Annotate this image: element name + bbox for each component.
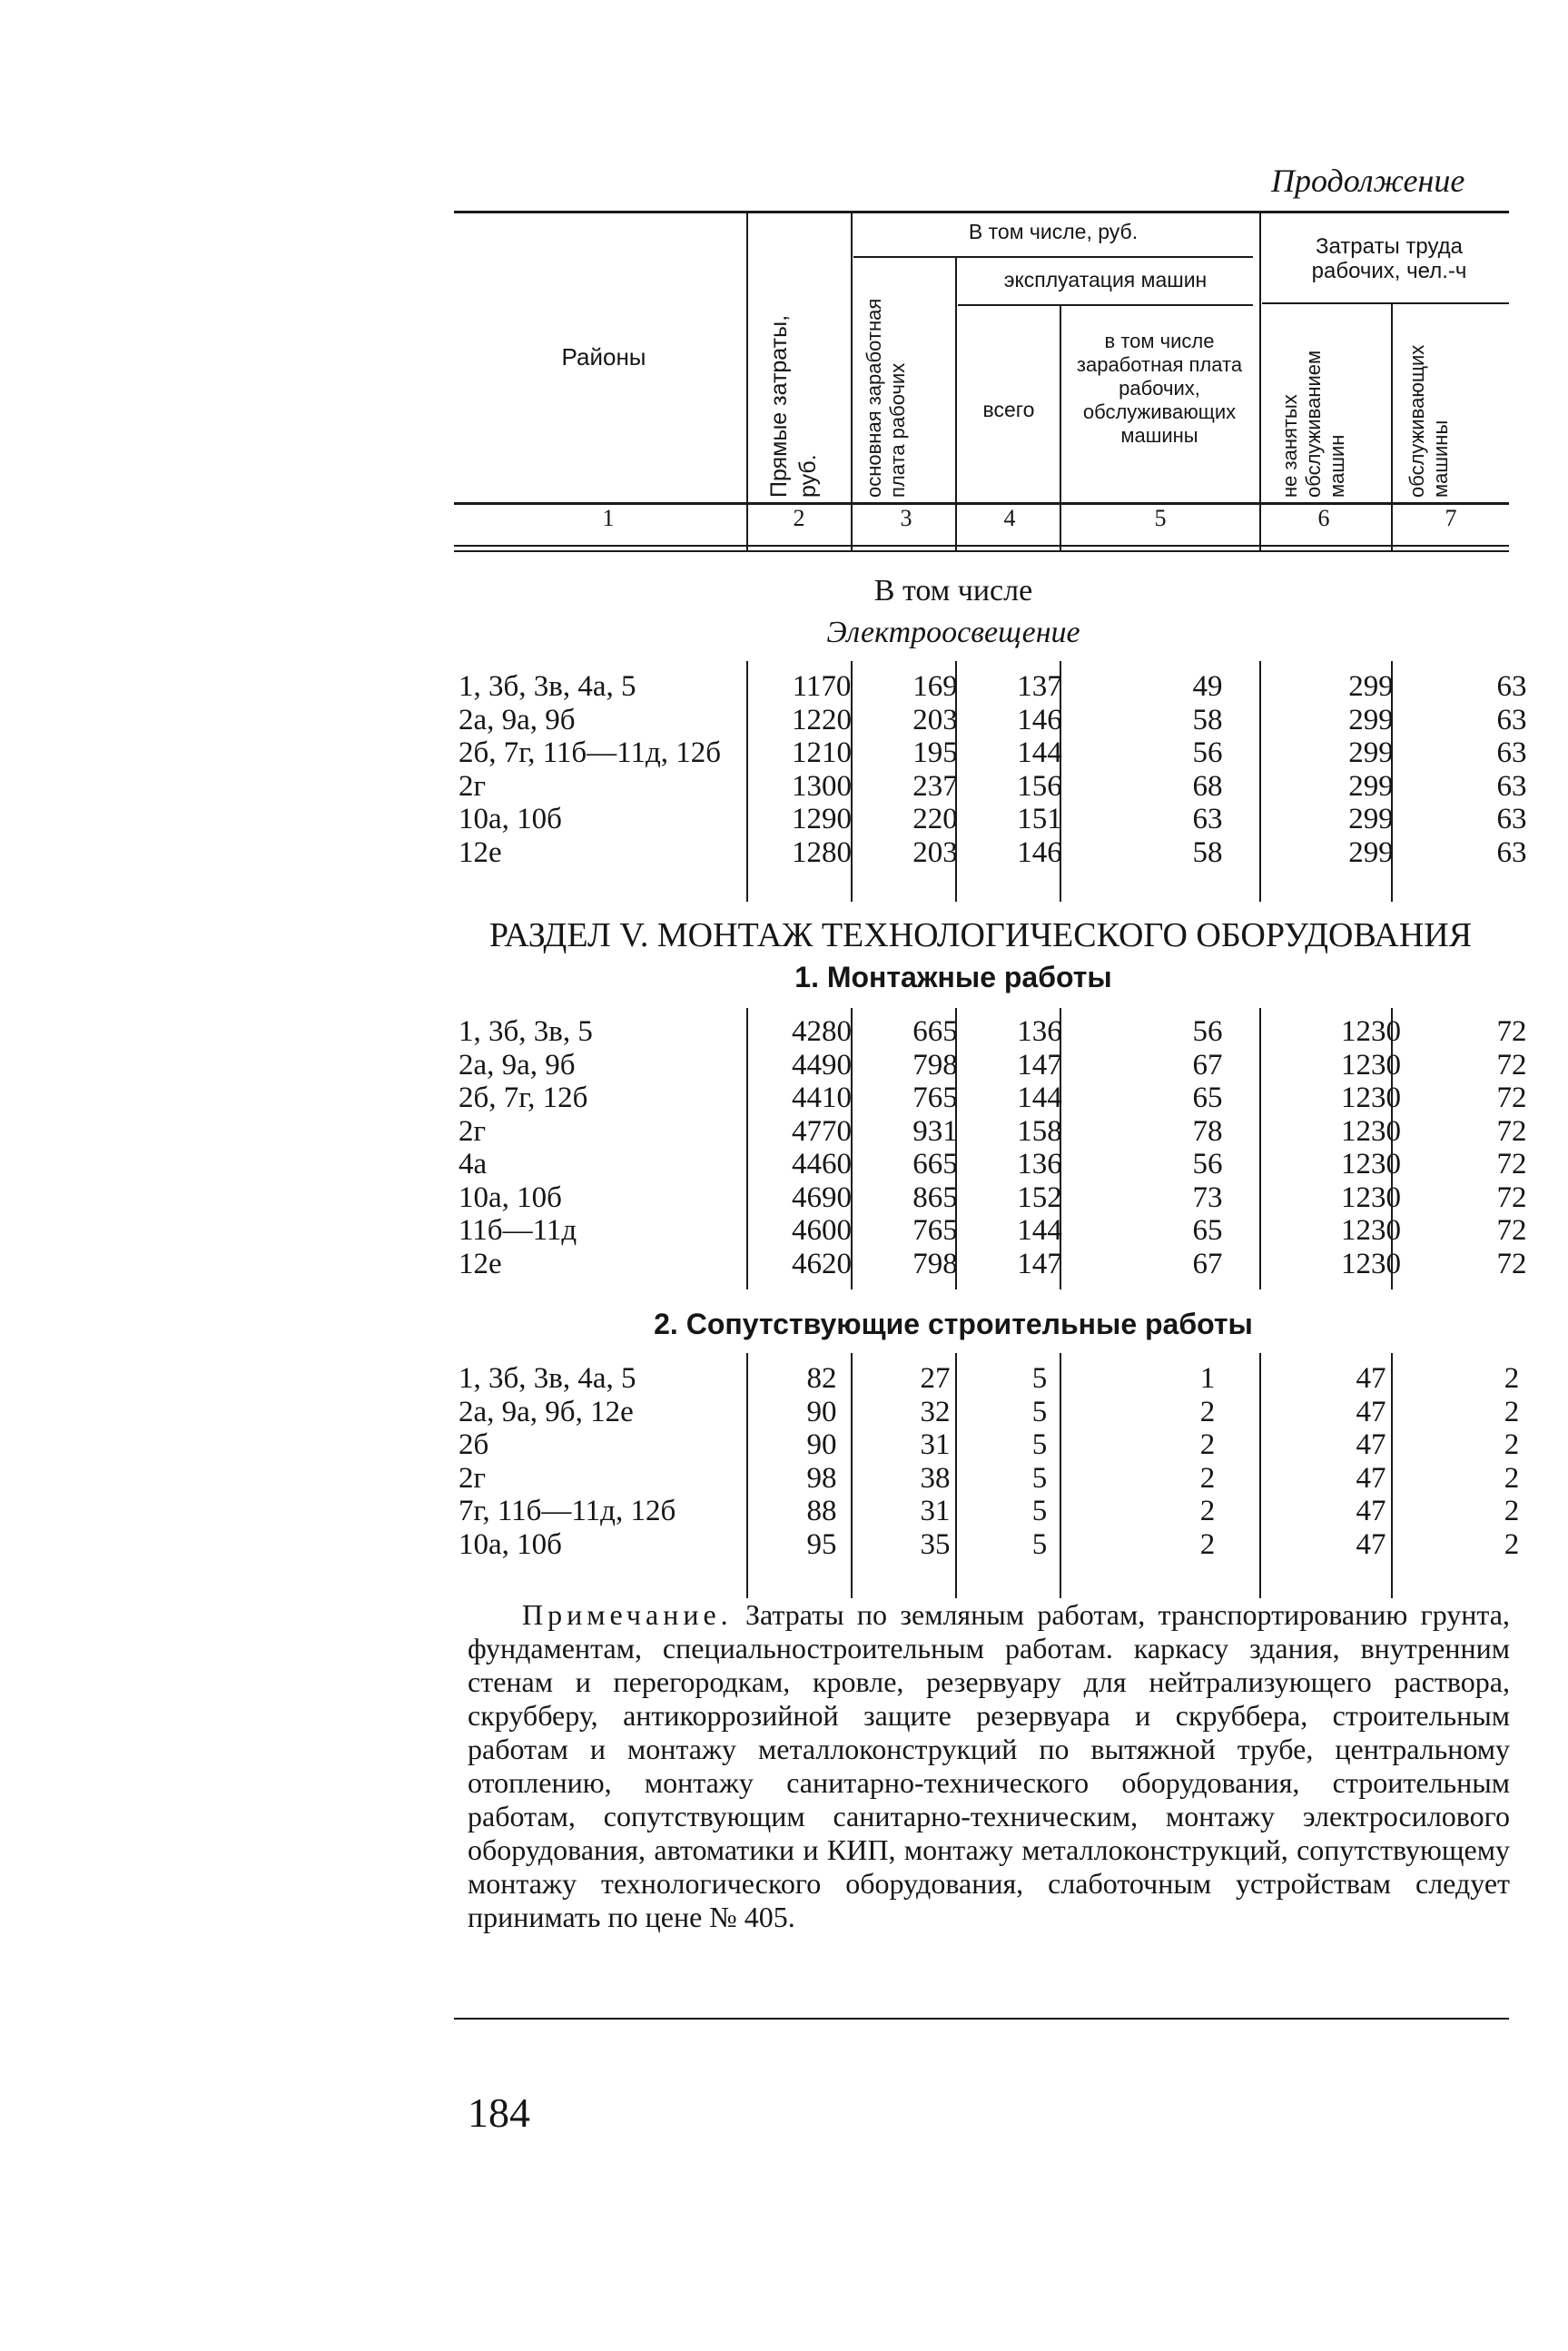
labor-machines-cell: 2 bbox=[1504, 1428, 1520, 1461]
note-text: Затраты по земляным работам, транспортированию грунта, фундаментам, специальностроительным работам. каркасу здания, внутренним стенам и перегородкам, кровле, резервуару для нейтрализующего раствора, скрубберу, антикоррозийной защите резервуара и скруббера, строительным работам и монтажу металлоконструкций по вытяжной трубе, центральному отоплению, монтажу санитарно-технического оборудования, строительным работам, сопутствующим санитарно-техническим, монтажу электросилового оборудования, автоматики и КИП, монтажу металлоконструкций, сопутствующему монтажу технологического оборудования, слаботочным устройствам следует принимать по цене № 405. bbox=[468, 1598, 1510, 1933]
labor-machines-cell: 72 bbox=[1496, 1247, 1527, 1280]
base-wage-cell: 765 bbox=[912, 1214, 958, 1247]
block1-vline-1 bbox=[746, 661, 748, 902]
direct-cost-cell: 4770 bbox=[792, 1114, 852, 1148]
labor-machines-cell: 72 bbox=[1496, 1180, 1527, 1214]
colnum-4: 4 bbox=[1003, 505, 1016, 531]
region-cell: 2б, 7г, 12б bbox=[459, 1082, 588, 1114]
machines-wage-cell: 78 bbox=[1192, 1114, 1223, 1148]
labor-not-machines-cell: 1230 bbox=[1341, 1114, 1401, 1148]
header-machines-total: всего bbox=[982, 398, 1035, 421]
region-cell: 1, 3б, 3в, 5 bbox=[459, 1015, 593, 1048]
machines-total-cell: 158 bbox=[1017, 1114, 1062, 1148]
machines-total-cell: 5 bbox=[1031, 1428, 1048, 1461]
direct-cost-cell: 4620 bbox=[792, 1247, 852, 1280]
header-labor-not-machines: не занятых обслуживанием машин bbox=[1278, 350, 1348, 498]
region-cell: 10а, 10б bbox=[459, 1527, 562, 1561]
direct-cost-cell: 1300 bbox=[792, 769, 852, 803]
labor-machines-cell: 63 bbox=[1496, 803, 1527, 835]
direct-cost-cell: 4600 bbox=[792, 1214, 852, 1247]
machines-total-cell: 144 bbox=[1017, 736, 1062, 769]
direct-cost-cell: 88 bbox=[806, 1495, 837, 1527]
machines-wage-cell: 2 bbox=[1199, 1461, 1216, 1495]
base-wage-cell: 798 bbox=[912, 1048, 958, 1082]
table-top-rule bbox=[454, 211, 1509, 213]
labor-machines-cell: 2 bbox=[1504, 1362, 1520, 1395]
direct-cost-cell: 1220 bbox=[792, 703, 852, 736]
header-group-labor: Затраты труда рабочих, чел.-ч bbox=[1311, 234, 1467, 283]
region-cell: 1, 3б, 3в, 4а, 5 bbox=[459, 670, 636, 703]
direct-cost-cell: 4490 bbox=[792, 1048, 852, 1082]
labor-machines-cell: 72 bbox=[1496, 1015, 1527, 1048]
direct-cost-cell: 1280 bbox=[792, 835, 852, 869]
header-group-machines: эксплуатация машин bbox=[1003, 268, 1208, 291]
group-cost-rule bbox=[853, 256, 1253, 258]
base-wage-cell: 31 bbox=[920, 1428, 951, 1461]
labor-machines-cell: 72 bbox=[1496, 1048, 1527, 1082]
labor-not-machines-cell: 299 bbox=[1348, 670, 1394, 703]
machines-wage-cell: 1 bbox=[1199, 1362, 1216, 1395]
header-vline-5 bbox=[1259, 213, 1261, 550]
labor-not-machines-cell: 1230 bbox=[1341, 1214, 1401, 1247]
region-cell: 2а, 9а, 9б, 12е bbox=[459, 1395, 634, 1428]
direct-cost-cell: 82 bbox=[806, 1362, 837, 1395]
base-wage-cell: 31 bbox=[920, 1495, 951, 1527]
colnum-2: 2 bbox=[793, 505, 805, 531]
direct-cost-cell: 1210 bbox=[792, 736, 852, 769]
labor-not-machines-cell: 1230 bbox=[1341, 1082, 1401, 1114]
machines-wage-cell: 63 bbox=[1192, 803, 1223, 835]
labor-machines-cell: 72 bbox=[1496, 1114, 1527, 1148]
machines-wage-cell: 56 bbox=[1192, 736, 1223, 769]
region-cell: 2б, 7г, 11б—11д, 12б bbox=[459, 736, 722, 769]
labor-machines-cell: 63 bbox=[1496, 703, 1527, 736]
region-cell: 1, 3б, 3в, 4а, 5 bbox=[459, 1362, 636, 1395]
labor-machines-cell: 63 bbox=[1496, 835, 1527, 869]
base-wage-cell: 27 bbox=[920, 1362, 951, 1395]
labor-not-machines-cell: 1230 bbox=[1341, 1148, 1401, 1180]
machines-wage-cell: 68 bbox=[1192, 769, 1223, 803]
machines-wage-cell: 67 bbox=[1192, 1247, 1223, 1280]
base-wage-cell: 38 bbox=[920, 1461, 951, 1495]
labor-machines-cell: 2 bbox=[1504, 1461, 1520, 1495]
region-cell: 12е bbox=[459, 835, 502, 869]
header-regions: Районы bbox=[561, 343, 646, 370]
machines-total-cell: 147 bbox=[1017, 1048, 1062, 1082]
colnum-3: 3 bbox=[900, 505, 912, 531]
machines-wage-cell: 65 bbox=[1192, 1082, 1223, 1114]
header-vline-3 bbox=[955, 258, 957, 550]
region-cell: 2а, 9а, 9б bbox=[459, 1048, 576, 1082]
machines-wage-cell: 2 bbox=[1199, 1428, 1216, 1461]
colnum-5: 5 bbox=[1154, 505, 1167, 531]
machines-wage-cell: 2 bbox=[1199, 1527, 1216, 1561]
region-cell: 2б bbox=[459, 1428, 489, 1461]
labor-not-machines-cell: 47 bbox=[1356, 1362, 1386, 1395]
header-vline-2 bbox=[851, 213, 853, 550]
labor-not-machines-cell: 1230 bbox=[1341, 1015, 1401, 1048]
base-wage-cell: 865 bbox=[912, 1180, 958, 1214]
machines-total-cell: 144 bbox=[1017, 1214, 1062, 1247]
labor-not-machines-cell: 299 bbox=[1348, 703, 1394, 736]
base-wage-cell: 203 bbox=[912, 835, 958, 869]
machines-wage-cell: 2 bbox=[1199, 1395, 1216, 1428]
region-cell: 11б—11д bbox=[459, 1214, 577, 1247]
labor-not-machines-cell: 47 bbox=[1356, 1395, 1386, 1428]
header-machines-wage: в том числе заработная плата рабочих, обслуживающих машины bbox=[1076, 330, 1243, 447]
labor-machines-cell: 2 bbox=[1504, 1495, 1520, 1527]
header-vline-6 bbox=[1391, 304, 1393, 550]
subheading-including: В том числе bbox=[873, 574, 1033, 608]
machines-wage-cell: 2 bbox=[1199, 1495, 1216, 1527]
machines-total-cell: 137 bbox=[1017, 670, 1062, 703]
header-base-wage: основная заработная плата рабочих bbox=[863, 298, 909, 498]
base-wage-cell: 665 bbox=[912, 1148, 958, 1180]
region-cell: 2г bbox=[459, 1461, 487, 1495]
machines-wage-cell: 58 bbox=[1192, 703, 1223, 736]
base-wage-cell: 931 bbox=[912, 1114, 958, 1148]
direct-cost-cell: 90 bbox=[806, 1428, 837, 1461]
base-wage-cell: 237 bbox=[912, 769, 958, 803]
direct-cost-cell: 4280 bbox=[792, 1015, 852, 1048]
machines-total-cell: 5 bbox=[1031, 1395, 1048, 1428]
header-vline-4 bbox=[1060, 306, 1061, 550]
region-cell: 2г bbox=[459, 1114, 487, 1148]
footer-rule bbox=[454, 2018, 1509, 2020]
base-wage-cell: 798 bbox=[912, 1247, 958, 1280]
group-machines-rule bbox=[958, 304, 1253, 306]
base-wage-cell: 32 bbox=[920, 1395, 951, 1428]
machines-total-cell: 5 bbox=[1031, 1495, 1048, 1527]
direct-cost-cell: 4460 bbox=[792, 1148, 852, 1180]
note-paragraph bbox=[468, 1598, 1510, 1934]
labor-not-machines-cell: 299 bbox=[1348, 736, 1394, 769]
header-vline-1 bbox=[746, 213, 748, 550]
direct-cost-cell: 90 bbox=[806, 1395, 837, 1428]
region-cell: 10а, 10б bbox=[459, 803, 562, 835]
machines-total-cell: 5 bbox=[1031, 1527, 1048, 1561]
labor-machines-cell: 63 bbox=[1496, 769, 1527, 803]
labor-machines-cell: 72 bbox=[1496, 1214, 1527, 1247]
header-labor-machines: обслуживающих машины bbox=[1405, 344, 1452, 498]
direct-cost-cell: 4410 bbox=[792, 1082, 852, 1114]
base-wage-cell: 203 bbox=[912, 703, 958, 736]
region-cell: 2а, 9а, 9б bbox=[459, 703, 576, 736]
base-wage-cell: 195 bbox=[912, 736, 958, 769]
section-title: РАЗДЕЛ V. МОНТАЖ ТЕХНОЛОГИЧЕСКОГО ОБОРУДОВАНИЯ bbox=[488, 916, 1473, 954]
note-label: Примечание. bbox=[522, 1598, 733, 1631]
machines-total-cell: 144 bbox=[1017, 1082, 1062, 1114]
base-wage-cell: 220 bbox=[912, 803, 958, 835]
section-sub-montage: 1. Монтажные работы bbox=[794, 961, 1112, 993]
colnum-6: 6 bbox=[1317, 505, 1330, 531]
base-wage-cell: 665 bbox=[912, 1015, 958, 1048]
labor-machines-cell: 63 bbox=[1496, 736, 1527, 769]
direct-cost-cell: 1290 bbox=[792, 803, 852, 835]
labor-machines-cell: 72 bbox=[1496, 1148, 1527, 1180]
region-cell: 10а, 10б bbox=[459, 1180, 562, 1214]
region-cell: 2г bbox=[459, 769, 487, 803]
machines-wage-cell: 58 bbox=[1192, 835, 1223, 869]
direct-cost-cell: 4690 bbox=[792, 1180, 852, 1214]
machines-wage-cell: 65 bbox=[1192, 1214, 1223, 1247]
subheading-electro: Электроосвещение bbox=[826, 616, 1080, 649]
block2-vline-1 bbox=[746, 1008, 748, 1289]
region-cell: 12е bbox=[459, 1247, 502, 1280]
direct-cost-cell: 95 bbox=[806, 1527, 837, 1561]
base-wage-cell: 35 bbox=[920, 1527, 951, 1561]
page-number: 184 bbox=[468, 2089, 530, 2136]
labor-not-machines-cell: 299 bbox=[1348, 835, 1394, 869]
direct-cost-cell: 98 bbox=[806, 1461, 837, 1495]
base-wage-cell: 169 bbox=[912, 670, 958, 703]
labor-not-machines-cell: 47 bbox=[1356, 1495, 1386, 1527]
labor-not-machines-cell: 47 bbox=[1356, 1461, 1386, 1495]
labor-machines-cell: 72 bbox=[1496, 1082, 1527, 1114]
labor-not-machines-cell: 1230 bbox=[1341, 1247, 1401, 1280]
colnum-1: 1 bbox=[602, 505, 615, 531]
continuation-label: Продолжение bbox=[1271, 163, 1465, 199]
direct-cost-cell: 1170 bbox=[792, 670, 852, 703]
machines-total-cell: 146 bbox=[1017, 703, 1062, 736]
machines-total-cell: 156 bbox=[1017, 769, 1062, 803]
header-group-cost: В том числе, руб. bbox=[968, 220, 1139, 243]
machines-wage-cell: 73 bbox=[1192, 1180, 1223, 1214]
header-direct-costs: Прямые затраты, руб. bbox=[766, 314, 821, 498]
header-mid-rule bbox=[454, 545, 1509, 547]
colnum-7: 7 bbox=[1445, 505, 1457, 531]
block3-vline-1 bbox=[746, 1353, 748, 1598]
machines-total-cell: 152 bbox=[1017, 1180, 1062, 1214]
labor-machines-cell: 63 bbox=[1496, 670, 1527, 703]
machines-total-cell: 136 bbox=[1017, 1015, 1062, 1048]
labor-not-machines-cell: 47 bbox=[1356, 1527, 1386, 1561]
machines-total-cell: 146 bbox=[1017, 835, 1062, 869]
machines-total-cell: 147 bbox=[1017, 1247, 1062, 1280]
machines-total-cell: 151 bbox=[1017, 803, 1062, 835]
machines-total-cell: 136 bbox=[1017, 1148, 1062, 1180]
machines-total-cell: 5 bbox=[1031, 1362, 1048, 1395]
group-labor-rule bbox=[1262, 302, 1509, 304]
labor-not-machines-cell: 1230 bbox=[1341, 1048, 1401, 1082]
region-cell: 4а bbox=[459, 1148, 488, 1180]
labor-not-machines-cell: 47 bbox=[1356, 1428, 1386, 1461]
region-cell: 7г, 11б—11д, 12б bbox=[459, 1495, 676, 1527]
machines-wage-cell: 67 bbox=[1192, 1048, 1223, 1082]
machines-wage-cell: 56 bbox=[1192, 1015, 1223, 1048]
machines-wage-cell: 49 bbox=[1192, 670, 1223, 703]
labor-machines-cell: 2 bbox=[1504, 1395, 1520, 1428]
labor-machines-cell: 2 bbox=[1504, 1527, 1520, 1561]
header-bottom-rule-2 bbox=[454, 550, 1509, 552]
machines-total-cell: 5 bbox=[1031, 1461, 1048, 1495]
base-wage-cell: 765 bbox=[912, 1082, 958, 1114]
labor-not-machines-cell: 299 bbox=[1348, 769, 1394, 803]
section-sub-related: 2. Сопутствующие строительные работы bbox=[654, 1308, 1253, 1340]
labor-not-machines-cell: 299 bbox=[1348, 803, 1394, 835]
machines-wage-cell: 56 bbox=[1192, 1148, 1223, 1180]
labor-not-machines-cell: 1230 bbox=[1341, 1180, 1401, 1214]
